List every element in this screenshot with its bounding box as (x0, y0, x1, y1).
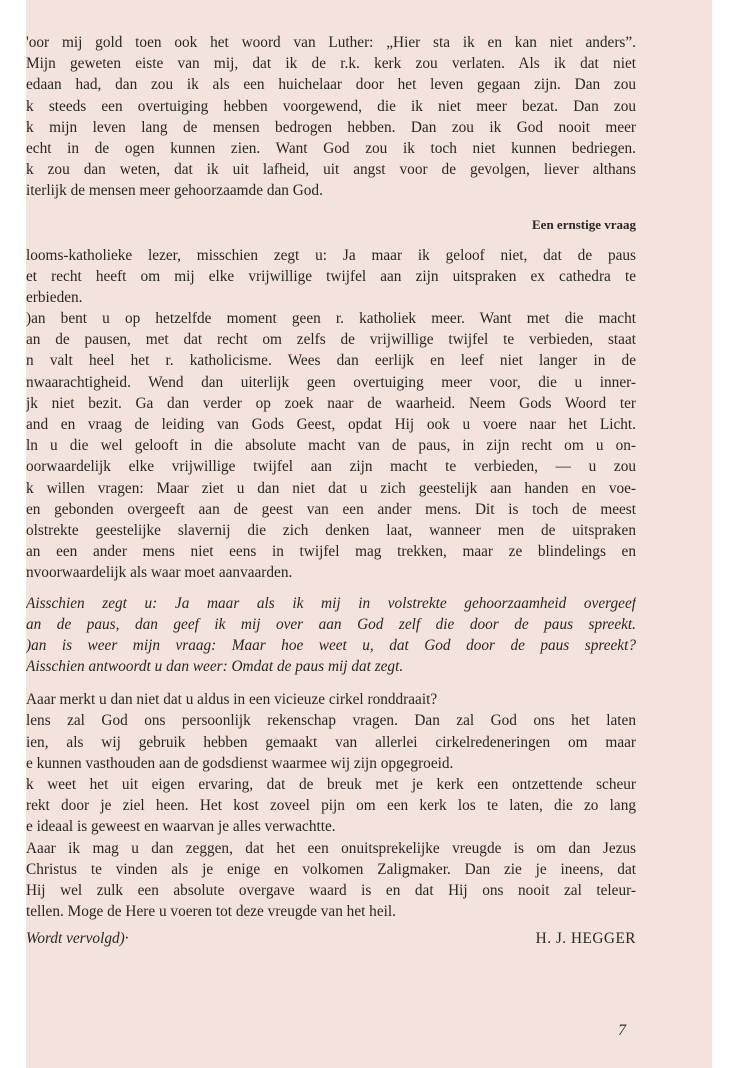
text-line: an een ander mens niet eens in twijfel mag trekken, maar ze blindelings en (26, 543, 636, 561)
text-line: oorwaardelijk elke vrijwillige twijfel aan zijn macht te verbieden, — u zou (26, 458, 636, 476)
paragraph-experience (26, 774, 636, 838)
text-line: jk niet bezit. Ga dan verder op zoek naar de waarheid. Neem Gods Woord ter (26, 394, 636, 412)
text-line: k zou dan weten, dat ik uit lafheid, uit angst voor de gevolgen, liever althans (26, 161, 636, 179)
text-line: k willen vragen: Maar ziet u dan niet dat u zich geestelijk aan handen en voe- (26, 479, 636, 497)
text-line: Aaar ik mag u dan zeggen, dat het een onuitsprekelijke vreugde is om dan Jezus (26, 839, 636, 857)
text-line: Christus te vinden als je enige en volkomen Zaligmaker. Dan zie je ineens, dat (26, 860, 636, 878)
text-line: et recht heeft om mij elke vrijwillige twijfel aan zijn uitspraken ex cathedra te (26, 267, 636, 285)
paragraph-catholicism (26, 308, 636, 583)
text-line: nwaarachtigheid. Wend dan uiterlijk geen overtuiging meer voor, die u inner- (26, 373, 636, 391)
signature-line (26, 928, 636, 950)
text-line: e kunnen vasthouden aan de godsdienst waarmee wij zijn opgegroeid. (26, 754, 454, 772)
text-line: en gebonden overgeeft aan de geest van een ander mens. Dit is toch de meest (26, 500, 636, 518)
text-line: ln u die wel gelooft in die absolute macht van de paus, in zijn recht om u on- (26, 437, 636, 455)
text-line: k weet het uit eigen ervaring, dat de breuk met je kerk een ontzettende scheur (26, 776, 636, 793)
paragraph-accountability (26, 710, 636, 774)
text-line: olstrekte geestelijke slavernij die zich denken laat, wanneer men de uitspraken (26, 521, 636, 539)
text-line: edaan had, dan zou ik als een huichelaar door het leven gegaan zijn. Dan zou (26, 76, 636, 94)
paragraph-reader (26, 245, 636, 309)
spacer (26, 677, 636, 689)
text-line: k steeds een overtuiging hebben voorgewend, die ik niet meer bezat. Dan zou (26, 97, 636, 115)
author-signature: H. J. HEGGER (535, 930, 636, 948)
spacer (26, 584, 636, 593)
text-line: erbieden. (26, 288, 83, 306)
text-line: Aaar merkt u dan niet dat u aldus in een vicieuze cirkel ronddraait? (26, 691, 438, 709)
paragraph-joy (26, 838, 636, 923)
text-line: )an is weer mijn vraag: Maar hoe weet u, dat God door de paus spreekt? (26, 636, 636, 654)
section-heading: Een ernstige vraag (532, 216, 636, 232)
text-line: 'oor mij gold toen ook het woord van Luther: „Hier sta ik en kan niet anders”. (26, 34, 636, 51)
text-line: Mijn geweten eiste van mij, dat ik de r.k. kerk zou verlaten. Als ik dat niet (26, 55, 636, 73)
text-line: rekt door je ziel heen. Het kost zoveel pijn om een kerk los te laten, die zo lang (26, 797, 636, 815)
text-line: tellen. Moge de Here u voeren tot deze vreugde van het heil. (26, 903, 396, 921)
text-line: Hij wel zulk een absolute overgave waard is en dat Hij ons nooit zal teleur- (26, 881, 636, 899)
paragraph-luther (26, 32, 636, 202)
text-line: an de paus, dan geef ik mij over aan God zelf die door de paus spreekt. (26, 615, 636, 633)
text-line: Aisschien zegt u: Ja maar als ik mij in volstrekte gehoorzaamheid overgeef (26, 594, 636, 612)
article-body (26, 32, 636, 950)
page (26, 0, 712, 1068)
text-line: e ideaal is geweest en waarvan je alles verwachtte. (26, 818, 336, 836)
text-line: n valt heel het r. katholicisme. Wees dan eerlijk en leef niet langer in de (26, 352, 636, 370)
text-line: and en vraag de leiding van Gods Geest, opdat Hij ook u voere naar het Licht. (26, 416, 636, 433)
text-line: an de pausen, met dat recht om zelfs de vrijwillige twijfel te verbieden, staat (26, 331, 636, 349)
text-line: Aisschien antwoordt u dan weer: Omdat de paus mij dat zegt. (26, 658, 404, 676)
text-line: nvoorwaardelijk als waar moet aanvaarden. (26, 564, 293, 582)
text-line: echt in de ogen kunnen zien. Want God zou ik toch niet kunnen bedriegen. (26, 139, 636, 157)
paragraph-circle (26, 689, 636, 710)
page-number: 7 (618, 1022, 626, 1039)
text-line: k mijn leven lang de mensen bedrogen hebben. Dan zou ik God nooit meer (26, 118, 636, 136)
text-line: iterlijk de mensen meer gehoorzaamde dan God. (26, 182, 323, 200)
italic-dialogue (26, 593, 636, 678)
continued-note: Wordt vervolgd)· (26, 930, 129, 948)
text-line: lens zal God ons persoonlijk rekenschap vragen. Dan zal God ons het laten (26, 712, 636, 730)
text-line: ien, als wij gebruik hebben gemaakt van allerlei cirkelredeneringen om maar (26, 733, 636, 751)
text-line: )an bent u op hetzelfde moment geen r. katholiek meer. Want met die macht (26, 310, 636, 328)
text-line: looms-katholieke lezer, misschien zegt u: Ja maar ik geloof niet, dat de paus (26, 246, 636, 264)
